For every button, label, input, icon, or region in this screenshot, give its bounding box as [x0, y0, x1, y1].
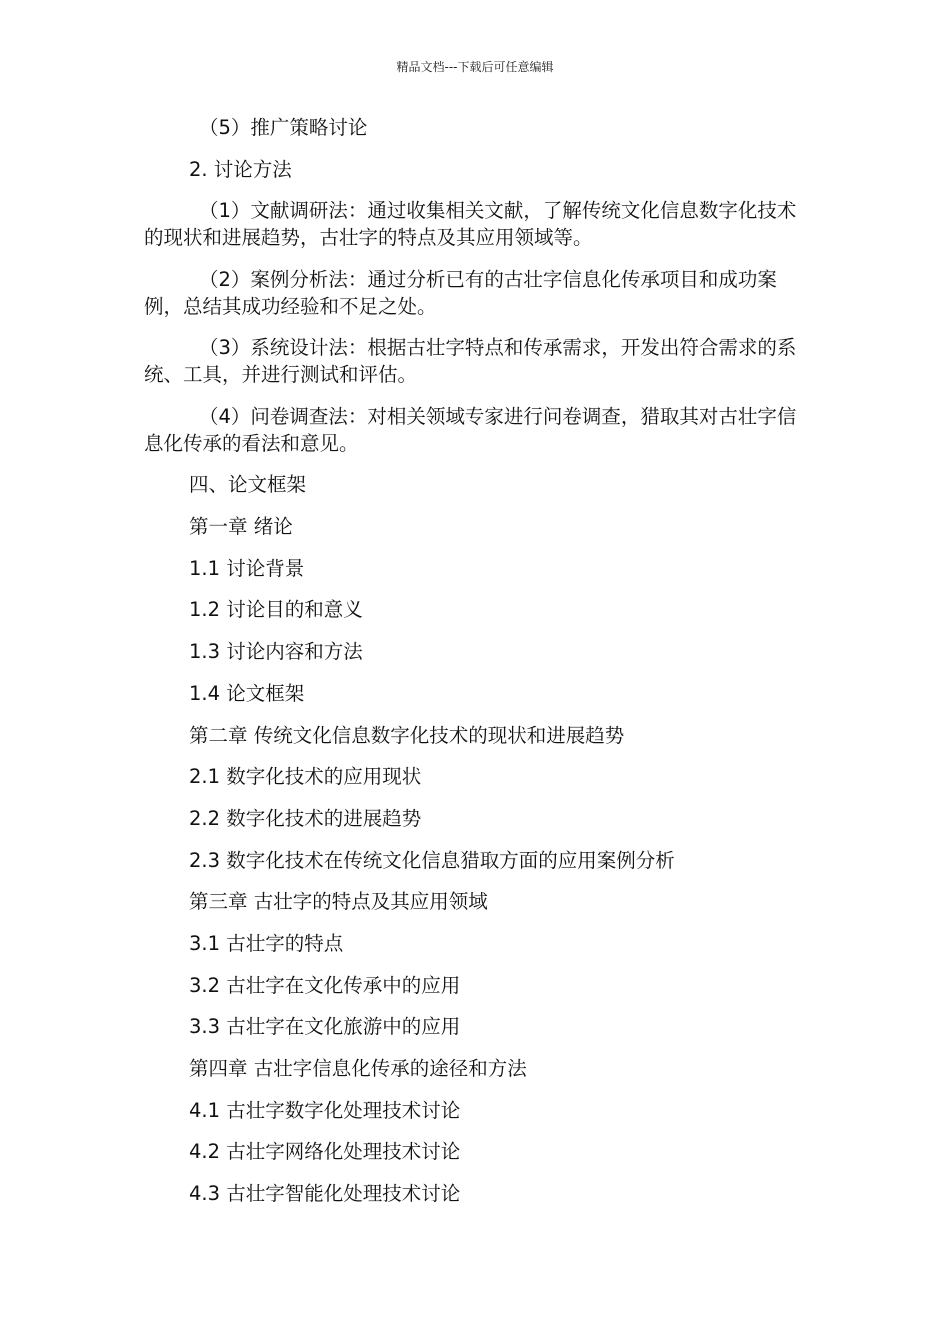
body-paragraph: （1）文献调研法：通过收集相关文献，了解传统文化信息数字化技术的现状和进展趋势，古壮字的特点及其应用领域等。: [144, 199, 797, 250]
chapter-heading: 第三章 古壮字的特点及其应用领域: [189, 890, 488, 914]
outline-item: 4.2 古壮字网络化处理技术讨论: [189, 1140, 461, 1164]
outline-item: 2.1 数字化技术的应用现状: [189, 765, 422, 789]
outline-item: 1.1 讨论背景: [189, 556, 305, 580]
outline-item: 1.4 论文框架: [189, 681, 305, 705]
chapter-heading: 第一章 绪论: [189, 515, 293, 539]
chapter-heading: 第二章 传统文化信息数字化技术的现状和进展趋势: [189, 723, 625, 747]
outline-item: 4.3 古壮字智能化处理技术讨论: [189, 1182, 461, 1206]
outline-item: 4.1 古壮字数字化处理技术讨论: [189, 1098, 461, 1122]
body-line: （5）推广策略讨论: [199, 116, 368, 139]
chapter-heading: 第四章 古壮字信息化传承的途径和方法: [189, 1057, 527, 1080]
outline-item: 3.3 古壮字在文化旅游中的应用: [189, 1015, 461, 1039]
outline-item: 2.2 数字化技术的进展趋势: [189, 806, 422, 830]
outline-item: 3.1 古壮字的特点: [189, 931, 344, 955]
body-paragraph: （3）系统设计法：根据古壮字特点和传承需求，开发出符合需求的系统、工具，并进行测试和评估。: [144, 336, 797, 387]
body-paragraph: （2）案例分析法：通过分析已有的古壮字信息化传承项目和成功案例，总结其成功经验和不足之处。: [144, 267, 777, 318]
section-heading: 2. 讨论方法: [189, 157, 292, 181]
outline-item: 2.3 数字化技术在传统文化信息猎取方面的应用案例分析: [189, 848, 675, 872]
page-header: 精品文档---下载后可任意编辑: [396, 60, 554, 74]
section-heading: 四、论文框架: [189, 473, 307, 497]
outline-item: 3.2 古壮字在文化传承中的应用: [189, 973, 461, 997]
outline-item: 1.2 讨论目的和意义: [189, 598, 363, 622]
document-body: [144, 114, 806, 1222]
body-paragraph: （4）问卷调查法：对相关领域专家进行问卷调查，猎取其对古壮字信息化传承的看法和意见。: [144, 404, 797, 455]
outline-item: 1.3 讨论内容和方法: [189, 640, 363, 664]
